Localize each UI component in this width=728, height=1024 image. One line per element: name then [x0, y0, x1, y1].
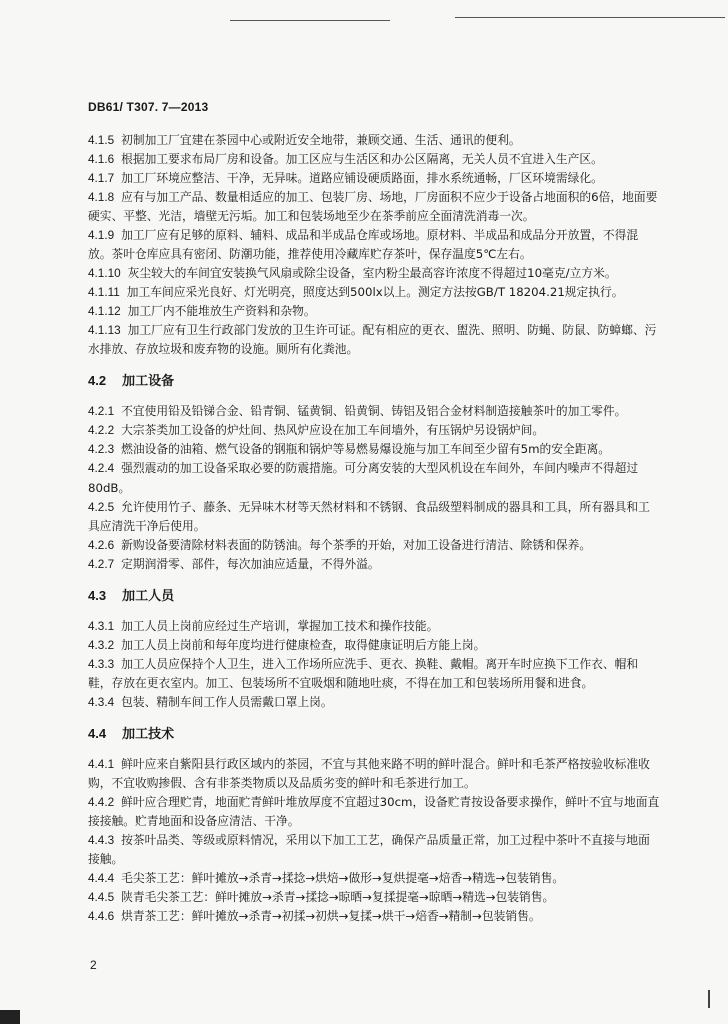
- clause-number: 4.2.4: [88, 462, 115, 476]
- clause-text: 燃油设备的油箱、燃气设备的钢瓶和锅炉等易燃易爆设施与加工车间至少留有5m的安全距离。: [121, 442, 611, 457]
- clause-text: 加工人员上岗前应经过生产培训，掌握加工技术和操作技能。: [121, 618, 439, 633]
- clause-number: 4.1.13: [88, 324, 121, 338]
- clause-number: 4.3.2: [88, 638, 115, 652]
- document-header: DB61/ T307. 7—2013: [88, 100, 209, 114]
- clause-number: 4.2.5: [88, 500, 115, 514]
- clause-paragraph: [88, 459, 660, 497]
- clause-paragraph: [88, 617, 660, 636]
- clause-text: 加工人员上岗前和每年度均进行健康检查，取得健康证明后方能上岗。: [121, 637, 486, 652]
- clause-paragraph: [88, 226, 660, 264]
- clause-paragraph: [88, 421, 660, 440]
- clause-number: 4.1.11: [88, 286, 120, 300]
- section-heading: [88, 371, 660, 392]
- scan-artifact-line: [230, 20, 390, 21]
- clause-text: 允许使用竹子、藤条、无异味木材等天然材料和不锈钢、食品级塑料制成的器具和工具，所有器具和工具应清洗干净后使用。: [88, 499, 650, 533]
- scan-corner-mark: [0, 1010, 20, 1024]
- clause-number: 4.2.3: [88, 443, 115, 457]
- clause-text: 按茶叶品类、等级或原料情况，采用以下加工工艺，确保产品质量正常，加工过程中茶叶不直接与地面接触。: [88, 832, 650, 866]
- clause-number: 4.4.5: [88, 891, 115, 905]
- clause-number: 4.1.7: [88, 172, 115, 186]
- section-title: 加工人员: [122, 588, 175, 604]
- scan-edge-mark: [708, 990, 710, 1008]
- clause-number: 4.1.5: [88, 134, 115, 147]
- clause-paragraph: [88, 264, 660, 283]
- clause-number: 4.4.2: [88, 795, 115, 809]
- clause-text: 加工厂内不能堆放生产资料和杂物。: [127, 304, 316, 319]
- clause-text: 加工厂应有足够的原料、辅料、成品和半成品仓库或场地。原材料、半成品和成品分开放置，不得混放。茶叶仓库应具有密闭、防潮功能，推荐使用冷藏库贮存茶叶，保存温度5℃左右。: [88, 228, 639, 262]
- clause-paragraph: [88, 321, 660, 359]
- scan-artifact-line: [455, 17, 725, 18]
- clause-text: 加工人员应保持个人卫生，进入工作场所应洗手、更衣、换鞋、戴帽。离开车时应换下工作衣、帽和鞋，存放在更衣室内。加工、包装场所不宜吸烟和随地吐痰，不得在加工和包装场所用餐和进食。: [88, 656, 639, 690]
- clause-text: 根据加工要求布局厂房和设备。加工区应与生活区和办公区隔离，无关人员不宜进入生产区。: [121, 152, 603, 167]
- clause-number: 4.2.6: [88, 538, 115, 552]
- clause-paragraph: [88, 555, 660, 574]
- clause-number: 4.4.3: [88, 833, 115, 847]
- clause-paragraph: [88, 793, 660, 831]
- clause-text: 包装、精制车间工作人员需戴口罩上岗。: [121, 694, 333, 709]
- clause-text: 大宗茶类加工设备的炉灶间、热风炉应设在加工车间墙外，有压锅炉另设锅炉间。: [121, 423, 545, 438]
- clause-text: 灰尘较大的车间宜安装换气风扇或除尘设备，室内粉尘最高容许浓度不得超过10毫克/立方米。: [127, 266, 617, 281]
- page-number: 2: [90, 958, 97, 972]
- clause-text: 强烈震动的加工设备采取必要的防震措施。可分离安装的大型风机设在车间外，车间内噪声不得超过80dB。: [88, 461, 639, 495]
- clause-text: 初制加工厂宜建在茶园中心或附近安全地带，兼顾交通、生活、通讯的便利。: [121, 133, 521, 147]
- clause-paragraph: [88, 131, 660, 150]
- clause-paragraph: [88, 188, 660, 226]
- clause-paragraph: [88, 498, 660, 536]
- clause-paragraph: [88, 888, 660, 907]
- section-number: 4.3: [88, 587, 107, 603]
- clause-paragraph: [88, 169, 660, 188]
- clause-number: 4.4.4: [88, 872, 115, 885]
- section-heading: [88, 724, 660, 745]
- clause-text: 加工车间应采光良好、灯光明亮，照度达到500lx以上。测定方法按GB/T 18204.21规定执行。: [126, 285, 624, 300]
- clause-number: 4.2.1: [88, 405, 115, 419]
- clause-paragraph: [88, 150, 660, 169]
- clause-text: 加工厂环境应整洁、干净，无异味。道路应铺设硬质路面，排水系统通畅，厂区环境需绿化。: [121, 171, 603, 186]
- clause-text: 毛尖茶工艺：鲜叶摊放→杀青→揉捻→烘焙→做形→复烘提毫→焙香→精选→包装销售。: [121, 871, 565, 885]
- clause-number: 4.1.9: [88, 229, 115, 243]
- clause-text: 陕青毛尖茶工艺：鲜叶摊放→杀青→揉捻→晾晒→复揉提毫→晾晒→精选→包装销售。: [121, 890, 555, 905]
- clause-paragraph: [88, 655, 660, 693]
- clause-paragraph: [88, 693, 660, 712]
- clause-paragraph: [88, 907, 660, 926]
- clause-text: 不宜使用铅及铅锑合金、铅青铜、锰黄铜、铅黄铜、铸铝及铝合金材料制造接触茶叶的加工零件。: [121, 404, 627, 419]
- clause-number: 4.4.6: [88, 910, 115, 924]
- clause-text: 鲜叶应合理贮青，地面贮青鲜叶堆放厚度不宜超过30cm，设备贮青按设备要求操作，鲜叶不宜与地面直接接触。贮青地面和设备应清洁、干净。: [88, 794, 660, 828]
- clause-number: 4.1.10: [88, 267, 121, 281]
- clause-number: 4.1.6: [88, 153, 115, 167]
- section-title: 加工技术: [122, 726, 175, 742]
- clause-number: 4.1.8: [88, 191, 115, 205]
- clause-text: 应有与加工产品、数量相适应的加工、包装厂房、场地，厂房面积不应少于设备占地面积的6倍，地面要硬实、平整、光洁，墙壁无污垢。加工和包装场地至少在茶季前应全面清洗消毒一次。: [88, 190, 658, 224]
- clause-paragraph: [88, 536, 660, 555]
- clause-text: 新购设备要清除材料表面的防锈油。每个茶季的开始，对加工设备进行清洁、除锈和保养。: [121, 537, 592, 552]
- clause-text: 烘青茶工艺：鲜叶摊放→杀青→初揉→初烘→复揉→烘干→焙香→精制→包装销售。: [121, 909, 541, 924]
- clause-number: 4.4.1: [88, 757, 115, 771]
- clause-number: 4.2.2: [88, 424, 115, 438]
- clause-number: 4.3.4: [88, 695, 115, 709]
- clause-number: 4.3.3: [88, 657, 115, 671]
- clause-paragraph: [88, 831, 660, 869]
- clause-number: 4.2.7: [88, 557, 115, 571]
- clause-paragraph: [88, 302, 660, 321]
- clause-paragraph: [88, 755, 660, 793]
- clause-paragraph: [88, 402, 660, 421]
- section-number: 4.2: [88, 373, 107, 389]
- clause-number: 4.3.1: [88, 619, 115, 633]
- clause-text: 鲜叶应来自紫阳县行政区域内的茶园，不宜与其他来路不明的鲜叶混合。鲜叶和毛茶严格按验收标准收购，不宜收购掺假、含有非茶类物质以及品质劣变的鲜叶和毛茶进行加工。: [88, 756, 650, 790]
- clause-paragraph: [88, 636, 660, 655]
- clause-text: 定期润滑零、部件，每次加油应适量，不得外溢。: [121, 556, 380, 571]
- section-number: 4.4: [88, 725, 107, 741]
- clause-paragraph: [88, 283, 660, 302]
- document-body: [88, 131, 660, 926]
- section-heading: [88, 586, 660, 607]
- clause-text: 加工厂应有卫生行政部门发放的卫生许可证。配有相应的更衣、盥洗、照明、防蝇、防鼠、防蟑螂、污水排放、存放垃圾和废弃物的设施。厕所有化粪池。: [88, 323, 657, 357]
- section-title: 加工设备: [122, 374, 175, 390]
- clause-paragraph: [88, 869, 660, 888]
- clause-paragraph: [88, 440, 660, 459]
- clause-number: 4.1.12: [88, 305, 121, 319]
